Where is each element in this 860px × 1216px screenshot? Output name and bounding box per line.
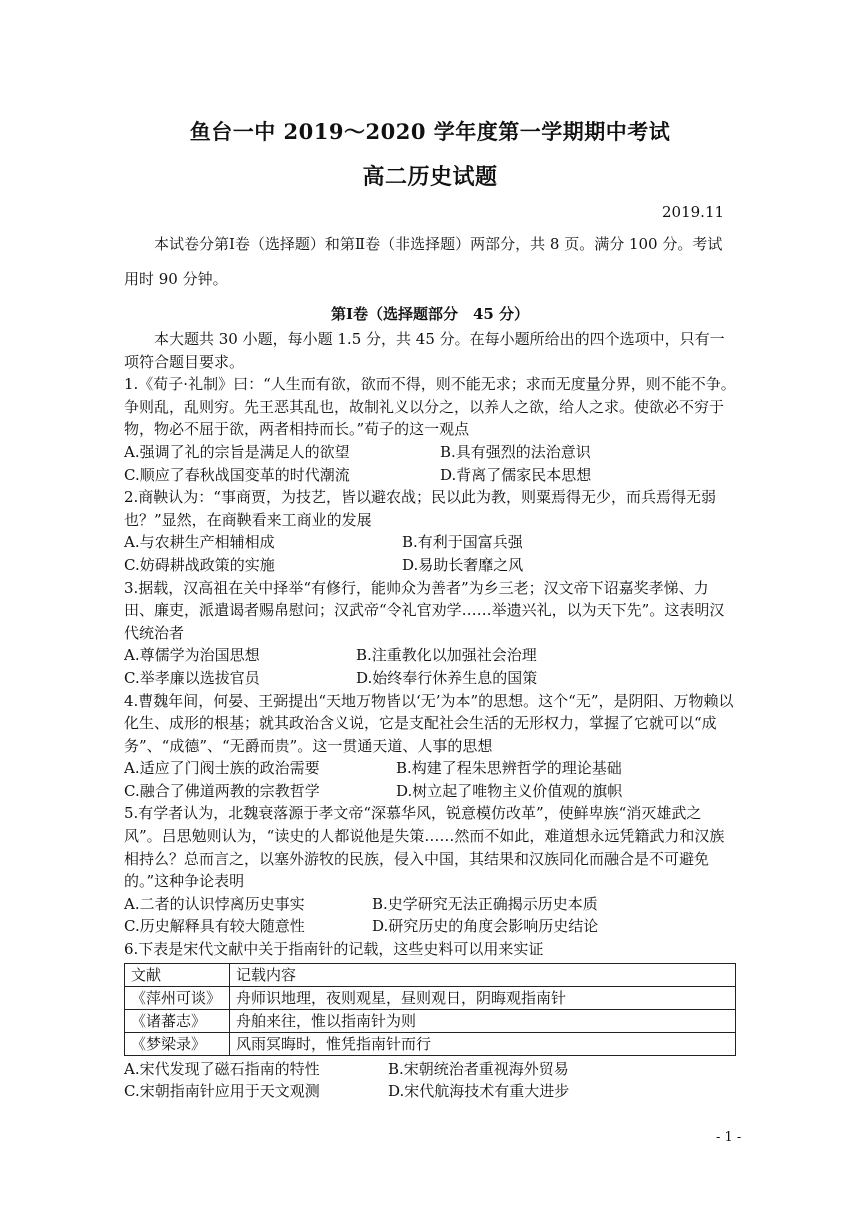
question-6-option-a: A.宋代发现了磁石指南的特性 — [124, 1059, 320, 1078]
table-cell-source: 《萍州可谈》 — [125, 986, 230, 1009]
table-row — [125, 1009, 736, 1032]
question-2-options-row-2 — [124, 554, 738, 577]
question-5-options-row-2 — [124, 915, 738, 938]
question-1-stem: 1.《荀子·礼制》曰：“人生而有欲，欲而不得，则不能无求；求而无度量分界，则不能不争。争则乱，乱则穷。先王恶其乱也，故制礼义以分之，以养人之欲，给人之求。使欲必不穷于物，物必不屈于欲，两者相持而长。”荀子的这一观点 — [124, 375, 736, 439]
question-5-stem: 5.有学者认为，北魏衰落源于孝文帝“深慕华风，锐意模仿改革”，使鲜卑族“消灭雄武之风”。吕思勉则认为，“读史的人都说他是失策……然而不如此，难道想永远凭籍武力和汉族相持么？总而言之，以塞外游牧的民族，侵入中国，其结果和汉族同化而融合是不可避免的。”这种争论表明 — [124, 804, 725, 891]
question-6-option-c: C.宋朝指南针应用于天文观测 — [124, 1082, 320, 1101]
table-cell-content: 舟师识地理，夜则观星，昼则观日，阴晦观指南针 — [230, 986, 736, 1009]
page-number: - 1 - — [716, 1130, 742, 1145]
table-cell-source: 《梦梁录》 — [125, 1032, 230, 1055]
exam-subtitle: 高二历史试题 — [362, 164, 498, 190]
intro-line-2: 用时 90 分钟。 — [124, 270, 228, 288]
exam-title: 鱼台一中 2019～2020 学年度第一学期期中考试 — [189, 119, 671, 144]
question-1-option-a: A.强调了礼的宗旨是满足人的欲望 — [124, 442, 350, 461]
question-3-options-row-2 — [124, 667, 738, 690]
question-2-options-row-1 — [124, 531, 738, 554]
question-4-options-row-1 — [124, 757, 738, 780]
question-1-option-d: D.背离了儒家民本思想 — [440, 465, 592, 484]
section-instructions: 本大题共 30 小题，每小题 1.5 分，共 45 分。在每小题所给出的四个选项中，只有一项符合题目要求。 — [124, 330, 725, 371]
question-6-stem: 6.下表是宋代文献中关于指南针的记载，这些史料可以用来实证 — [124, 940, 544, 959]
table-cell-content: 风雨冥晦时，惟凭指南针而行 — [230, 1032, 736, 1055]
question-4-stem: 4.曹魏年间，何晏、王弼提出“天地万物皆以‘无’为本”的思想。这个“无”，是阴阳、万物赖以化生、成形的根基；就其政治含义说，它是支配社会生活的无形权力，掌握了它就可以“成务”、“成德”、“无爵而贵”。这一贯通天道、人事的思想 — [124, 691, 734, 755]
table-row — [125, 986, 736, 1009]
question-5-option-a: A.二者的认识悖离历史事实 — [124, 894, 305, 913]
question-2-option-a: A.与农耕生产相辅相成 — [124, 533, 275, 552]
question-6-options-row-1 — [124, 1058, 738, 1081]
questions-body — [124, 328, 738, 1103]
question-4-option-a: A.适应了门阀士族的政治需要 — [124, 759, 320, 778]
question-3-option-d: D.始终奉行休养生息的国策 — [356, 668, 538, 687]
intro-line-1: 本试卷分第Ⅰ卷（选择题）和第Ⅱ卷（非选择题）两部分，共 8 页。满分 100 分。考试 — [154, 235, 723, 253]
question-6-option-d: D.宋代航海技术有重大进步 — [388, 1082, 570, 1101]
question-1-options-row-1 — [124, 441, 738, 464]
question-3-option-c: C.举孝廉以选拔官员 — [124, 668, 260, 687]
question-5-option-b: B.史学研究无法正确揭示历史本质 — [372, 894, 598, 913]
table-row — [125, 1032, 736, 1055]
question-5-options-row-1 — [124, 893, 738, 916]
question-3-options-row-1 — [124, 644, 738, 667]
question-6-table — [124, 963, 736, 1056]
question-4-options-row-2 — [124, 780, 738, 803]
table-header-row — [125, 963, 736, 986]
question-6-options-row-2 — [124, 1080, 738, 1103]
question-3-option-a: A.尊儒学为治国思想 — [124, 646, 260, 665]
question-4-option-c: C.融合了佛道两教的宗教哲学 — [124, 781, 320, 800]
question-2-option-b: B.有利于国富兵强 — [402, 533, 523, 552]
question-2-stem: 2.商鞅认为：“事商贾，为技艺，皆以避农战；民以此为教，则粟焉得无少，而兵焉得无弱也？”显然，在商鞅看来工商业的发展 — [124, 488, 716, 529]
question-3-stem: 3.据载，汉高祖在关中择举“有修行，能帅众为善者”为乡三老；汉文帝下诏嘉奖孝悌、力田、廉吏，派遣谒者赐帛慰问；汉武帝“令礼官劝学……举遗兴礼，以为天下先”。这表明汉代统治者 — [124, 578, 725, 642]
question-2-option-c: C.妨碍耕战政策的实施 — [124, 555, 275, 574]
table-cell-content: 舟舶来往，惟以指南针为则 — [230, 1009, 736, 1032]
question-1-option-b: B.具有强烈的法治意识 — [440, 442, 591, 461]
question-1-option-c: C.顺应了春秋战国变革的时代潮流 — [124, 465, 350, 484]
question-5-option-d: D.研究历史的角度会影响历史结论 — [372, 917, 599, 936]
table-header-source: 文献 — [125, 963, 230, 986]
question-2-option-d: D.易助长奢靡之风 — [402, 555, 524, 574]
question-1-options-row-2 — [124, 464, 738, 487]
question-4-option-b: B.构建了程朱思辨哲学的理论基础 — [396, 759, 622, 778]
section-title: 第Ⅰ卷（选择题部分 45 分） — [330, 305, 530, 323]
question-6-option-b: B.宋朝统治者重视海外贸易 — [388, 1059, 569, 1078]
question-3-option-b: B.注重教化以加强社会治理 — [356, 646, 537, 665]
question-5-option-c: C.历史解释具有较大随意性 — [124, 917, 305, 936]
exam-date: 2019.11 — [662, 203, 725, 221]
table-header-content: 记载内容 — [230, 963, 736, 986]
table-cell-source: 《诸蕃志》 — [125, 1009, 230, 1032]
question-4-option-d: D.树立起了唯物主义价值观的旗帜 — [396, 781, 623, 800]
